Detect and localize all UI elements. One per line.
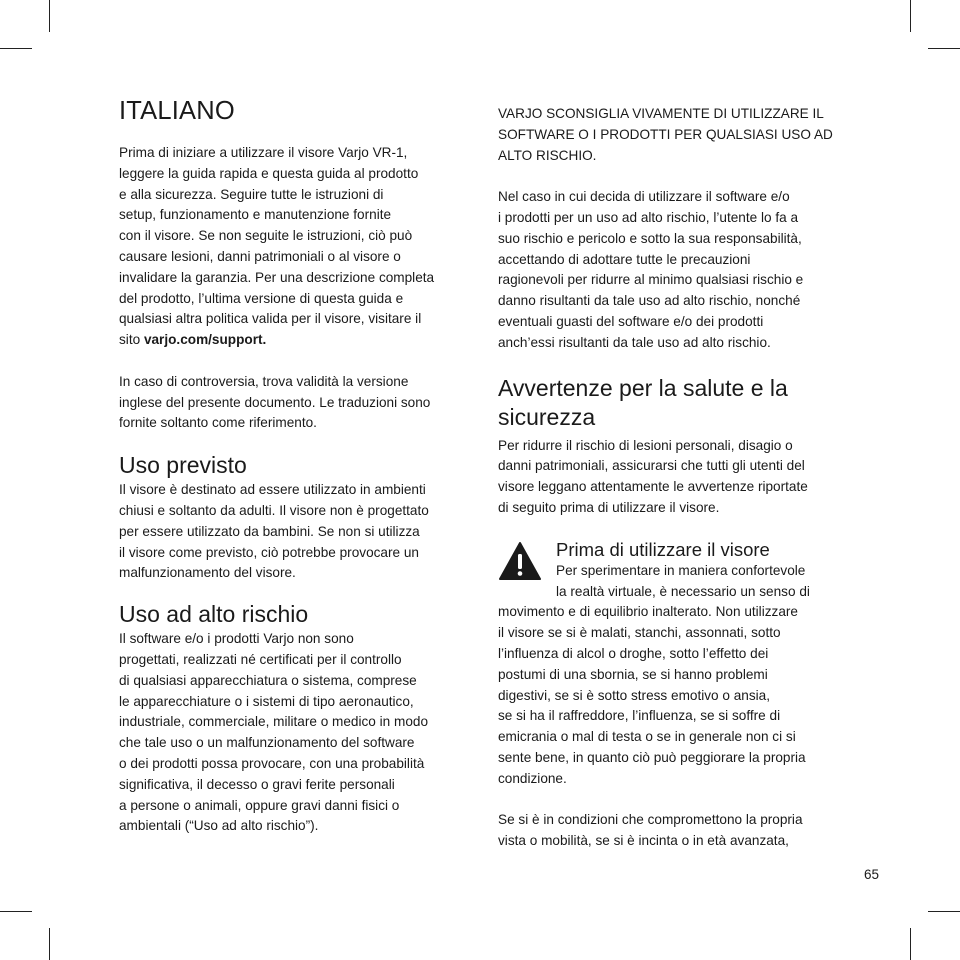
intended-use-heading: Uso previsto <box>119 452 247 479</box>
crop-mark <box>910 928 911 960</box>
right-column <box>498 104 854 852</box>
before-use-paragraph: Per sperimentare in maniera confortevole la realtà virtuale, è necessario un senso di movimento e di equilibrio inalterato. Non utilizzare il visore se si è malati, stanchi, assonnati, sotto l’influenza di alcol o droghe, sotto l’effetto dei postumi di una sbornia, se si hanno problemi digestivi, se si è sotto stress emotivo o ansia, se si ha il raffreddore, l’influenza, se si soffre di emicrania o mal di testa o se in generale non ci si sente bene, in quanto ciò può peggiorare la propria condizione. <box>498 562 810 786</box>
caps-warning-paragraph: VARJO SCONSIGLIA VIVAMENTE DI UTILIZZARE IL SOFTWARE O I PRODOTTI PER QUALSIASI USO AD ALTO RISCHIO. <box>498 106 833 163</box>
crop-mark <box>49 0 50 32</box>
intro-text: Prima di iniziare a utilizzare il visore Varjo VR-1, leggere la guida rapida e questa guida al prodotto e alla sicurezza. Seguire tutte le istruzioni di setup, funzionamento e manutenzione fornite con il visore. Se non seguite le istruzioni, ciò può causare lesioni, danni patrimoniali o al visore o invalidare la garanzia. Per una descrizione completa del prodotto, l’ultima versione di questa guida e qualsiasi altra politica valida per il visore, visitare il sito <box>119 145 435 348</box>
crop-mark <box>0 911 32 912</box>
page-title: ITALIANO <box>119 97 235 125</box>
controversy-paragraph: In caso di controversia, trova validità la versione inglese del presente documento. Le traduzioni sono fornite soltanto come riferimento. <box>119 373 431 431</box>
before-use-heading: Prima di utilizzare il visore <box>556 538 770 560</box>
crop-mark <box>928 48 960 49</box>
high-risk-heading: Uso ad alto rischio <box>119 601 309 628</box>
warning-triangle-icon <box>498 541 542 581</box>
health-safety-paragraph: Per ridurre il rischio di lesioni personali, disagio o danni patrimoniali, assicurarsi che tutti gli utenti del visore leggano attentamente le avvertenze riportate di seguito prima di utilizzare il visore. <box>498 437 808 515</box>
intro-paragraph <box>119 143 474 351</box>
crop-mark <box>0 48 32 49</box>
crop-mark <box>928 911 960 912</box>
conditions-paragraph: Se si è in condizioni che compromettono la propria vista o mobilità, se si è incinta o in età avanzata, <box>498 812 803 849</box>
intended-use-paragraph: Il visore è destinato ad essere utilizzato in ambienti chiusi e soltanto da adulti. Il visore non è progettato per essere utilizzato da bambini. Se non si utilizza il visore come previsto, ciò potrebbe provocare un malfunzionamento del visore. <box>119 482 429 581</box>
health-safety-heading: Avvertenze per la salute e la sicurezza <box>498 374 788 430</box>
page-number: 65 <box>864 867 880 882</box>
high-risk-paragraph: Il software e/o i prodotti Varjo non sono progettati, realizzati né certificati per il controllo di qualsiasi apparecchiatura o sistema, comprese le apparecchiature o i sistemi di tipo aeronautico, industriale, commerciale, militare o medico in modo che tale uso o un malfunzionamento del software o dei prodotti possa provocare, con una probabilità significativa, il decesso o gravi ferite personali a persone o animali, oppure gravi danni fisici o ambientali (“Uso ad alto rischio”). <box>119 631 428 834</box>
high-risk-choice-paragraph: Nel caso in cui decida di utilizzare il software e/o i prodotti per un uso ad alto rischio, l’utente lo fa a suo rischio e pericolo e sotto la sua responsabilità, accettando di adottare tutte le precauzioni ragionevoli per ridurre al minimo qualsiasi rischio e danno risultanti da tale uso ad alto rischio, nonché eventuali guasti del software e/o dei prodotti anch’essi risultanti da tale uso ad alto rischio. <box>498 189 804 350</box>
crop-mark <box>910 0 911 32</box>
left-column <box>119 96 474 837</box>
crop-mark <box>49 928 50 960</box>
support-link[interactable]: varjo.com/support. <box>143 332 267 348</box>
